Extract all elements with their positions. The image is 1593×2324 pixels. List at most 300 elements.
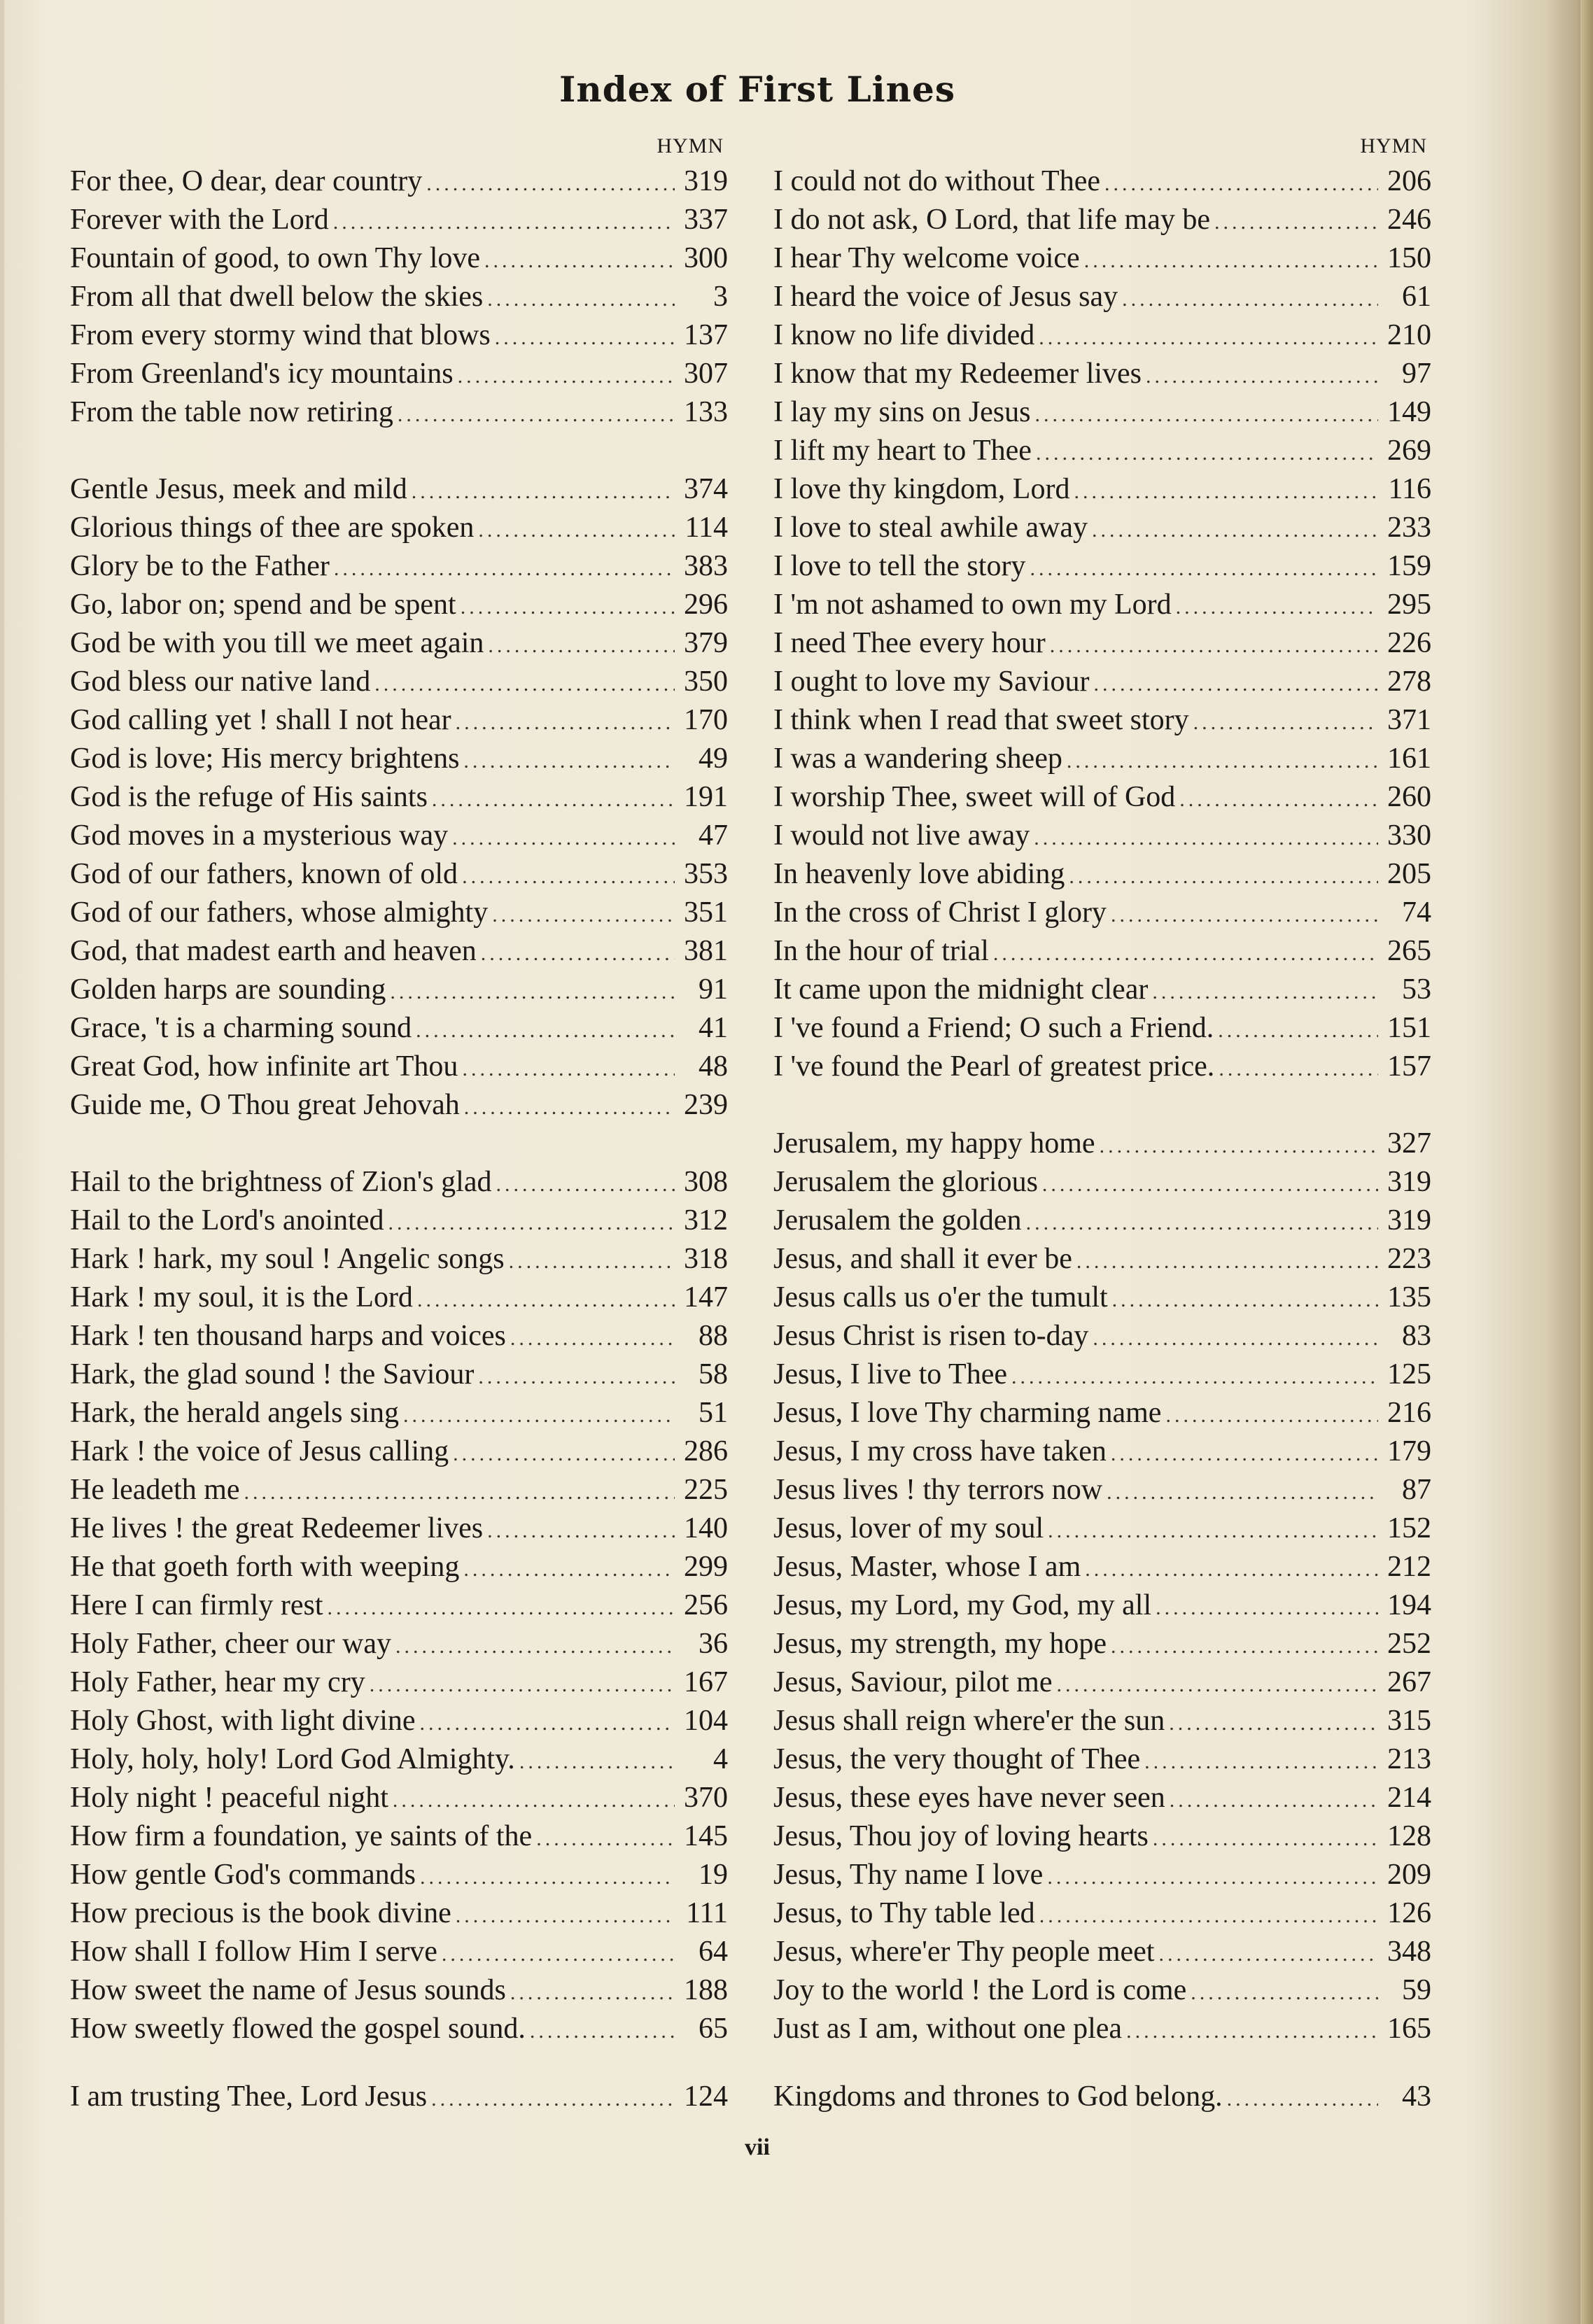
dot-leader (478, 1358, 675, 1396)
first-line-text: Forever with the Lord (70, 204, 329, 236)
hymn-number: 128 (1387, 1820, 1431, 1852)
first-line-text: I 've found the Pearl of greatest price. (773, 1050, 1215, 1083)
index-entry (773, 932, 1431, 971)
index-entry (70, 740, 728, 778)
page-number: vii (745, 2134, 770, 2160)
first-line-text: I do not ask, O Lord, that life may be (773, 204, 1211, 236)
dot-leader (1039, 318, 1378, 357)
dot-leader (426, 164, 675, 203)
first-line-text: God of our fathers, known of old (70, 858, 458, 890)
first-line-text: Hark ! the voice of Jesus calling (70, 1435, 449, 1467)
hymn-number: 239 (684, 1089, 728, 1121)
hymn-number: 116 (1388, 473, 1431, 505)
first-line-text: From all that dwell below the skies (70, 281, 484, 313)
first-line-text: From the table now retiring (70, 396, 393, 428)
first-line-text: Hark ! hark, my soul ! Angelic songs (70, 1243, 505, 1275)
dot-leader (1030, 549, 1378, 588)
first-line-text: How precious is the book divine (70, 1897, 451, 1929)
first-line-text: I love to steal awhile away (773, 512, 1088, 544)
first-line-text: Jesus, where'er Thy people meet (773, 1936, 1155, 1968)
hymn-number: 312 (684, 1204, 728, 1237)
index-entry (70, 1779, 728, 1817)
first-line-text: I hear Thy welcome voice (773, 242, 1080, 274)
index-entry (70, 547, 728, 586)
hymn-number: 51 (699, 1397, 728, 1429)
hymn-number: 151 (1387, 1012, 1431, 1044)
dot-leader (1104, 164, 1378, 203)
right-entry-list (773, 162, 1431, 2116)
first-line-text: I love thy kingdom, Lord (773, 473, 1070, 505)
hymn-number: 124 (684, 2080, 728, 2113)
first-line-text: Jesus, Master, whose I am (773, 1551, 1081, 1583)
dot-leader (1047, 1858, 1378, 1896)
index-entry (70, 663, 728, 701)
hymn-number: 269 (1387, 435, 1431, 467)
dot-leader (390, 973, 675, 1011)
first-line-text: Gentle Jesus, meek and mild (70, 473, 407, 505)
index-entry (773, 1894, 1431, 1933)
hymn-number: 295 (1387, 589, 1431, 621)
index-entry (773, 778, 1431, 817)
first-line-text: Jesus, I love Thy charming name (773, 1397, 1162, 1429)
first-line-text: Jesus, Thou joy of loving hearts (773, 1820, 1149, 1852)
hymn-number: 43 (1402, 2080, 1431, 2113)
first-line-text: Hark ! my soul, it is the Lord (70, 1281, 413, 1314)
hymn-number: 53 (1402, 973, 1431, 1006)
index-entry (70, 239, 728, 278)
left-entry-list (70, 162, 728, 2116)
dot-leader (1085, 1550, 1378, 1589)
index-entry (70, 1856, 728, 1894)
index-entry (773, 1817, 1431, 1856)
first-line-text: I ought to love my Saviour (773, 665, 1090, 698)
index-entry (70, 1740, 728, 1779)
hymn-number: 61 (1402, 281, 1431, 313)
hymn-number: 267 (1387, 1666, 1431, 1698)
dot-leader (536, 1819, 675, 1858)
first-line-text: Jesus lives ! thy terrors now (773, 1474, 1103, 1506)
index-entry (70, 278, 728, 316)
index-entry (70, 1586, 728, 1625)
hymn-number: 226 (1387, 627, 1431, 659)
index-entry (70, 817, 728, 855)
first-line-text: Holy, holy, holy! Lord God Almighty. (70, 1743, 515, 1775)
first-line-text: Jesus calls us o'er the tumult (773, 1281, 1108, 1314)
first-line-text: Golden harps are sounding (70, 973, 386, 1006)
hymn-number: 246 (1387, 204, 1431, 236)
first-line-text: I lift my heart to Thee (773, 435, 1032, 467)
hymn-number: 150 (1387, 242, 1431, 274)
dot-leader (1144, 1742, 1378, 1781)
first-line-text: Jesus, and shall it ever be (773, 1243, 1072, 1275)
index-entry (70, 1663, 728, 1702)
index-entry (70, 201, 728, 239)
hymn-number: 307 (684, 358, 728, 390)
index-entry (773, 1933, 1431, 1971)
dot-leader (1042, 1165, 1378, 1204)
first-line-text: Glorious things of thee are spoken (70, 512, 475, 544)
first-line-text: Great God, how infinite art Thou (70, 1050, 458, 1083)
hymn-number: 3 (713, 281, 728, 313)
dot-leader (488, 626, 675, 665)
hymn-number: 223 (1387, 1243, 1431, 1275)
index-entry (773, 1471, 1431, 1509)
hymn-number: 188 (684, 1974, 728, 2006)
index-entry (773, 1740, 1431, 1779)
first-line-text: Jesus Christ is risen to-day (773, 1320, 1089, 1352)
dot-leader (1011, 1358, 1378, 1396)
first-line-text: For thee, O dear, dear country (70, 165, 423, 197)
hymn-number: 58 (699, 1358, 728, 1390)
dot-leader (1039, 1896, 1378, 1935)
dot-leader (487, 280, 675, 318)
hymn-number: 194 (1387, 1589, 1431, 1621)
dot-leader (1076, 1242, 1378, 1281)
index-entry (70, 1625, 728, 1663)
hymn-number: 91 (699, 973, 728, 1006)
index-entry (773, 2078, 1431, 2116)
first-line-text: Jesus, I live to Thee (773, 1358, 1007, 1390)
index-entry (773, 586, 1431, 624)
first-line-text: God of our fathers, whose almighty (70, 896, 489, 929)
first-line-text: Kingdoms and thrones to God belong. (773, 2080, 1223, 2113)
first-line-text: Hail to the Lord's anointed (70, 1204, 384, 1237)
index-entry (70, 1971, 728, 2010)
index-entry (70, 932, 728, 971)
first-line-text: Jesus, Saviour, pilot me (773, 1666, 1053, 1698)
first-line-text: Jerusalem, my happy home (773, 1127, 1095, 1160)
hymn-number: 140 (684, 1512, 728, 1544)
hymn-number: 278 (1387, 665, 1431, 698)
dot-leader (495, 318, 675, 357)
index-entry (773, 239, 1431, 278)
dot-leader (1034, 819, 1378, 857)
dot-leader (1048, 1512, 1378, 1550)
index-entry (70, 355, 728, 393)
first-line-text: God moves in a mysterious way (70, 819, 449, 852)
dot-leader (461, 588, 675, 626)
dot-leader (484, 241, 675, 280)
first-line-text: God bless our native land (70, 665, 371, 698)
dot-leader (333, 203, 675, 241)
hymn-number: 104 (684, 1705, 728, 1737)
hymn-number: 212 (1387, 1551, 1431, 1583)
index-entry (773, 1009, 1431, 1048)
first-line-text: Jesus, my Lord, my God, my all (773, 1589, 1152, 1621)
dot-leader (334, 549, 675, 588)
hymn-number: 252 (1387, 1628, 1431, 1660)
hymn-number: 308 (684, 1166, 728, 1198)
index-entry (773, 1971, 1431, 2010)
dot-leader (420, 1704, 675, 1742)
dot-leader (1093, 1319, 1378, 1358)
index-entry (70, 2010, 728, 2048)
first-line-text: Jesus, the very thought of Thee (773, 1743, 1141, 1775)
hymn-number: 260 (1387, 781, 1431, 813)
index-entry (70, 1279, 728, 1317)
index-entry (70, 1548, 728, 1586)
first-line-text: Joy to the world ! the Lord is come (773, 1974, 1187, 2006)
first-line-text: I think when I read that sweet story (773, 704, 1189, 736)
first-line-text: I heard the voice of Jesus say (773, 281, 1118, 313)
index-entry (773, 1779, 1431, 1817)
first-line-text: I could not do without Thee (773, 165, 1100, 197)
dot-leader (1152, 973, 1378, 1011)
dot-leader (412, 472, 675, 511)
index-entry (773, 1663, 1431, 1702)
dot-leader (1169, 1704, 1378, 1742)
index-entry (70, 1317, 728, 1355)
index-entry (70, 778, 728, 817)
first-line-text: Hark ! ten thousand harps and voices (70, 1320, 506, 1352)
dot-leader (1069, 857, 1378, 896)
index-entry (773, 316, 1431, 355)
index-entry (773, 1586, 1431, 1625)
first-line-text: It came upon the midnight clear (773, 973, 1149, 1006)
section-gap (70, 1125, 728, 1163)
first-line-text: I worship Thee, sweet will of God (773, 781, 1176, 813)
dot-leader (1227, 2080, 1378, 2118)
first-line-text: Here I can firmly rest (70, 1589, 323, 1621)
first-line-text: Just as I am, without one plea (773, 2013, 1123, 2045)
hymn-number: 49 (699, 742, 728, 775)
first-line-text: He lives ! the great Redeemer lives (70, 1512, 484, 1544)
index-entry (773, 740, 1431, 778)
hymn-column-header: HYMN (657, 134, 724, 157)
hymn-number: 125 (1387, 1358, 1431, 1390)
dot-leader (432, 780, 675, 819)
hymn-number: 145 (684, 1820, 728, 1852)
index-entry (773, 971, 1431, 1009)
hymn-number: 379 (684, 627, 728, 659)
dot-leader (1193, 703, 1378, 742)
dot-leader (1084, 241, 1378, 280)
first-line-text: I love to tell the story (773, 550, 1026, 582)
hymn-number: 152 (1387, 1512, 1431, 1544)
hymn-number: 206 (1387, 165, 1431, 197)
dot-leader (374, 665, 675, 703)
dot-leader (442, 1935, 675, 1973)
dot-leader (453, 1435, 675, 1473)
hymn-number: 225 (684, 1474, 728, 1506)
index-entry (70, 1702, 728, 1740)
hymn-number: 19 (699, 1859, 728, 1891)
dot-leader (1179, 780, 1378, 819)
first-line-text: Jerusalem the glorious (773, 1166, 1038, 1198)
dot-leader (509, 1242, 675, 1281)
index-entry (773, 1509, 1431, 1548)
dot-leader (416, 1011, 675, 1050)
hymn-number: 319 (1387, 1204, 1431, 1237)
index-entry (773, 894, 1431, 932)
index-entry (70, 1163, 728, 1202)
hymn-number: 167 (684, 1666, 728, 1698)
hymn-number: 47 (699, 819, 728, 852)
dot-leader (1158, 1935, 1378, 1973)
dot-leader (1122, 280, 1378, 318)
index-entry (70, 1202, 728, 1240)
dot-leader (388, 1204, 675, 1242)
first-line-text: Jesus, my strength, my hope (773, 1628, 1107, 1660)
first-line-text: Jesus, Thy name I love (773, 1859, 1044, 1891)
hymn-number: 59 (1402, 1974, 1431, 2006)
hymn-number: 41 (699, 1012, 728, 1044)
index-entry (70, 1048, 728, 1086)
section-gap (773, 1086, 1431, 1125)
index-entry (773, 1279, 1431, 1317)
dot-leader (1146, 357, 1378, 395)
dot-leader (458, 357, 675, 395)
index-entry (773, 432, 1431, 470)
dot-leader (1067, 742, 1378, 780)
hymn-number: 170 (684, 704, 728, 736)
index-entry (70, 393, 728, 432)
index-entry (773, 1317, 1431, 1355)
hymn-number: 114 (685, 512, 728, 544)
index-entry (70, 2078, 728, 2116)
index-entry (773, 2010, 1431, 2048)
dot-leader (463, 1550, 675, 1589)
hymn-number: 374 (684, 473, 728, 505)
first-line-text: I lay my sins on Jesus (773, 396, 1031, 428)
dot-leader (1026, 1204, 1378, 1242)
dot-leader (1170, 1781, 1378, 1819)
hymn-number: 126 (1387, 1897, 1431, 1929)
dot-leader (1218, 1011, 1378, 1050)
first-line-text: Jesus, these eyes have never seen (773, 1782, 1165, 1814)
index-entry (70, 1894, 728, 1933)
index-entry (70, 162, 728, 201)
hymn-number: 149 (1387, 396, 1431, 428)
index-entry (773, 355, 1431, 393)
first-line-text: Grace, 't is a charming sound (70, 1012, 412, 1044)
index-entry (70, 701, 728, 740)
hymn-number: 327 (1387, 1127, 1431, 1160)
hymn-number: 97 (1402, 358, 1431, 390)
section-gap (70, 2048, 728, 2078)
dot-leader (481, 934, 675, 973)
hymn-number: 65 (699, 2013, 728, 2045)
index-entry (773, 393, 1431, 432)
index-entry (70, 1509, 728, 1548)
dot-leader (370, 1665, 675, 1704)
hymn-number: 286 (684, 1435, 728, 1467)
index-entry (70, 971, 728, 1009)
first-line-text: Holy Father, hear my cry (70, 1666, 365, 1698)
index-entry (70, 1933, 728, 1971)
index-entry (773, 1048, 1431, 1086)
first-line-text: I know no life divided (773, 319, 1035, 351)
first-line-text: How sweetly flowed the gospel sound. (70, 2013, 526, 2045)
first-line-text: Go, labor on; spend and be spent (70, 589, 456, 621)
hymn-number: 4 (713, 1743, 728, 1775)
first-line-text: God is the refuge of His saints (70, 781, 428, 813)
dot-leader (478, 511, 675, 549)
index-entry (773, 1240, 1431, 1279)
first-line-text: Jesus, to Thy table led (773, 1897, 1035, 1929)
first-line-text: Hail to the brightness of Zion's glad (70, 1166, 492, 1198)
first-line-text: From every stormy wind that blows (70, 319, 491, 351)
first-line-text: Jesus shall reign where'er the sun (773, 1705, 1165, 1737)
hymn-number: 213 (1387, 1743, 1431, 1775)
index-entry (70, 1432, 728, 1471)
page-left-edge (0, 0, 4, 2324)
dot-leader (1100, 1127, 1378, 1165)
dot-leader (463, 742, 675, 780)
hymn-number: 191 (684, 781, 728, 813)
first-line-text: In the cross of Christ I glory (773, 896, 1107, 929)
index-entry (70, 1240, 728, 1279)
first-line-text: God calling yet ! shall I not hear (70, 704, 451, 736)
first-line-text: I am trusting Thee, Lord Jesus (70, 2080, 428, 2113)
dot-leader (1074, 472, 1378, 511)
first-line-text: Holy Ghost, with light divine (70, 1705, 416, 1737)
hymn-column-header: HYMN (1360, 134, 1427, 157)
index-entry (773, 162, 1431, 201)
page-title: Index of First Lines (559, 69, 955, 110)
dot-leader (1092, 511, 1378, 549)
hymn-number: 319 (1387, 1166, 1431, 1198)
index-entry (70, 1086, 728, 1125)
first-line-text: God is love; His mercy brightens (70, 742, 460, 775)
dot-leader (431, 2080, 675, 2118)
hymn-number: 296 (684, 589, 728, 621)
hymn-number: 371 (1387, 704, 1431, 736)
hymn-number: 348 (1387, 1936, 1431, 1968)
index-entry (70, 894, 728, 932)
dot-leader (1165, 1396, 1378, 1435)
dot-leader (492, 896, 675, 934)
first-line-text: How sweet the name of Jesus sounds (70, 1974, 506, 2006)
hymn-number: 381 (684, 935, 728, 967)
first-line-text: I was a wandering sheep (773, 742, 1062, 775)
first-line-text: I know that my Redeemer lives (773, 358, 1142, 390)
dot-leader (1214, 203, 1378, 241)
first-line-text: I 've found a Friend; O such a Friend. (773, 1012, 1214, 1044)
left-index-column (70, 134, 728, 2116)
dot-leader (456, 1896, 675, 1935)
index-entry (773, 470, 1431, 509)
hymn-number: 330 (1387, 819, 1431, 852)
first-line-text: Hark, the glad sound ! the Saviour (70, 1358, 475, 1390)
index-entry (773, 1702, 1431, 1740)
index-entry (70, 1009, 728, 1048)
hymn-number: 147 (684, 1281, 728, 1314)
dot-leader (510, 1973, 675, 2012)
index-entry (70, 470, 728, 509)
dot-leader (510, 1319, 675, 1358)
hymn-number: 159 (1387, 550, 1431, 582)
hymn-number: 319 (684, 165, 728, 197)
hymn-number: 165 (1387, 2013, 1431, 2045)
hymn-number: 315 (1387, 1705, 1431, 1737)
hymn-number: 370 (684, 1782, 728, 1814)
hymn-number: 214 (1387, 1782, 1431, 1814)
first-line-text: How shall I follow Him I serve (70, 1936, 437, 1968)
index-entry (773, 663, 1431, 701)
dot-leader (1107, 1473, 1378, 1512)
dot-leader (1156, 1589, 1378, 1627)
dot-leader (462, 1050, 675, 1088)
dot-leader (462, 857, 675, 896)
dot-leader (1035, 395, 1379, 434)
index-entry (773, 509, 1431, 547)
dot-leader (395, 1627, 675, 1665)
hymn-number: 256 (684, 1589, 728, 1621)
first-line-text: Glory be to the Father (70, 550, 330, 582)
hymn-number: 350 (684, 665, 728, 698)
hymn-number: 36 (699, 1628, 728, 1660)
